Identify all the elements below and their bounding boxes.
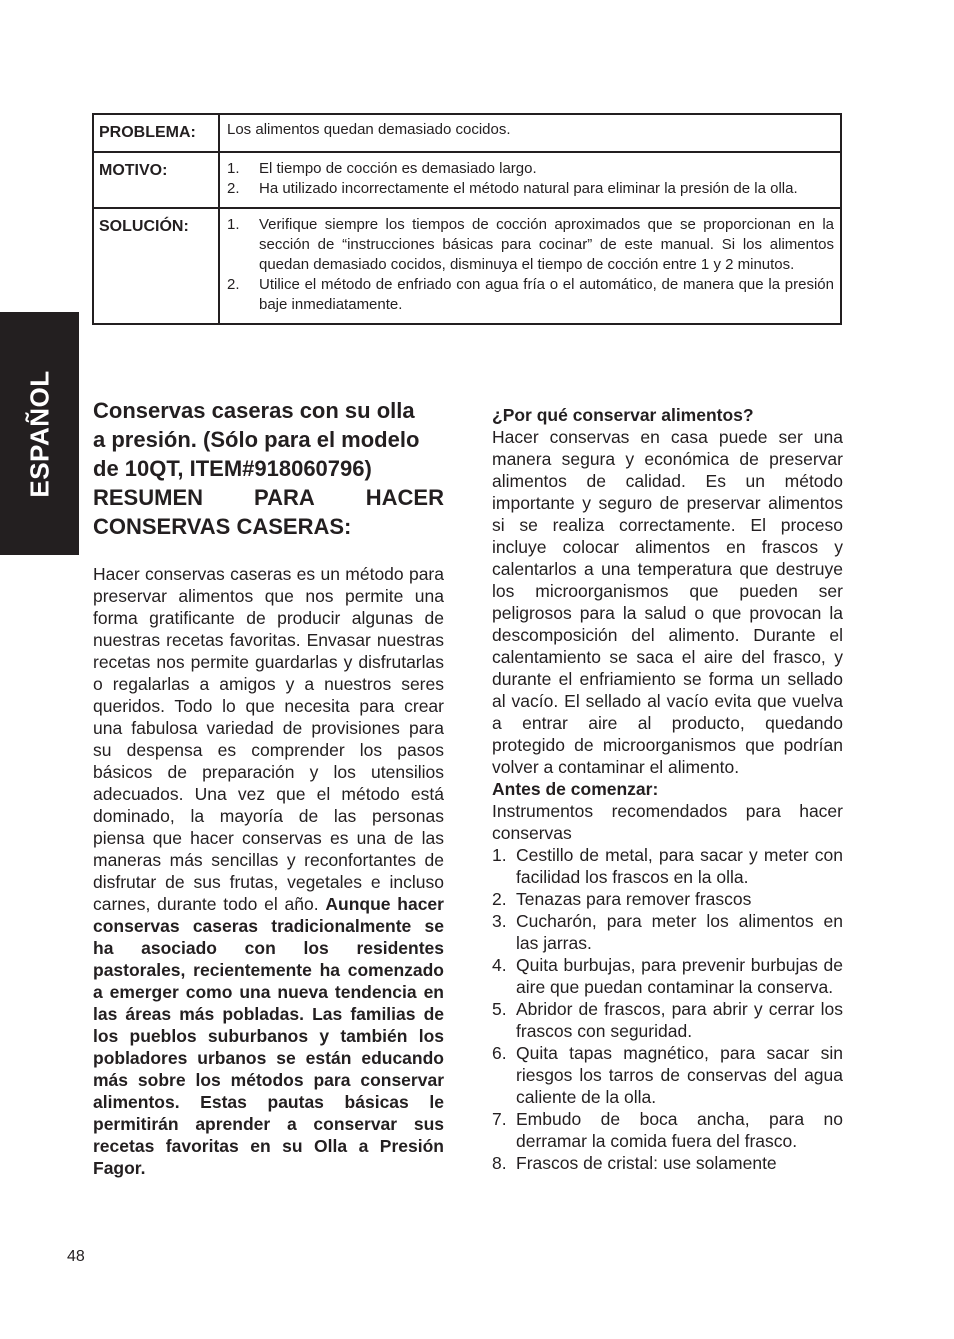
list-item-text: Tenazas para remover frascos bbox=[516, 889, 752, 909]
list-item bbox=[492, 998, 843, 1042]
intro-text: Hacer conservas caseras es un método para preservar alimentos que nos permite una forma gratificante de producir algunas de nuestras recetas favoritas. Envasar nuestras recetas nos permite guardarlas y disfrutarlas o regalarlas a amigos y a nuestros seres queridos. Todo lo que necesita para crear una fabulosa variedad de provisiones para su despensa es comprender los pasos básicos de preparación y los utensilios adecuados. Una vez que el método está dominado, la mayoría de las personas piensa que hacer conservas es una de las maneras más sencillas y reconfortantes de disfrutar de sus frutas, vegetales e incluso carnes, durante todo el año. bbox=[93, 564, 444, 914]
list-item-number: 6. bbox=[492, 1043, 507, 1063]
list-item-number: 2. bbox=[492, 889, 507, 909]
list-item bbox=[227, 179, 834, 199]
intro-bold-text: Aunque hacer conservas caseras tradicionalmente se ha asociado con los residentes pastorales, recientemente ha comenzado a emerger como una nueva tendencia en las áreas más pobladas. Las familias de los pueblos suburbanos y también los pobladores urbanos se están educando más sobre los métodos para conservar alimentos. Estas pautas básicas le permitirán aprender a conservar sus recetas favoritas en su Olla a Presión Fagor. bbox=[93, 894, 444, 1178]
reason-list bbox=[227, 159, 834, 199]
solution-label: SOLUCIÓN: bbox=[93, 208, 219, 324]
table-row-solution bbox=[93, 208, 841, 324]
page-number: 48 bbox=[67, 1248, 85, 1265]
solution-content bbox=[219, 208, 841, 324]
list-item bbox=[492, 1152, 843, 1174]
list-item-text: Quita tapas magnético, para sacar sin riesgos los tarros de conservas del agua caliente de la olla. bbox=[516, 1043, 843, 1107]
problem-text: Los alimentos quedan demasiado cocidos. bbox=[219, 114, 841, 152]
section-heading bbox=[93, 396, 444, 541]
language-tab-label: ESPAÑOL bbox=[24, 369, 54, 498]
list-item-text: Quita burbujas, para prevenir burbujas de aire que puedan contaminar la conserva. bbox=[516, 955, 843, 997]
list-item bbox=[492, 1108, 843, 1152]
list-item-number: 8. bbox=[492, 1153, 507, 1173]
heading-line: Conservas caseras con su olla bbox=[93, 398, 415, 423]
list-item bbox=[492, 910, 843, 954]
before-heading: Antes de comenzar: bbox=[492, 779, 659, 799]
solution-list bbox=[227, 215, 834, 315]
list-item bbox=[492, 954, 843, 998]
intro-paragraph bbox=[93, 563, 444, 1179]
heading-word: PARA bbox=[254, 485, 315, 510]
heading-line: a presión. (Sólo para el modelo bbox=[93, 427, 420, 452]
why-paragraph: Hacer conservas en casa puede ser una manera segura y económica de preservar alimentos de calidad. Es un método importante y seguro de preservar alimentos si se realiza correctamente. El proceso incluye colocar alimentos en frascos y calentarlos a una temperatura que destruye los microorganismos que pueden ser peligrosos para la salud o que provocan la descomposición del alimento. Durante el calentamiento se saca el aire del frasco, y durante el enfriamiento se forma un sellado al vacío. El sellado al vacío evita que vuelva a entrar aire al producto, quedando protegido de microorganismos que podrían volver a contaminar el alimento. bbox=[492, 427, 843, 777]
right-column bbox=[492, 404, 843, 1174]
list-item-text: Cestillo de metal, para sacar y meter con facilidad los frascos en la olla. bbox=[516, 845, 843, 887]
reason-content bbox=[219, 152, 841, 208]
list-item-text: Embudo de boca ancha, para no derramar la comida fuera del frasco. bbox=[516, 1109, 843, 1151]
list-item bbox=[227, 215, 834, 275]
list-item bbox=[492, 844, 843, 888]
language-side-tab bbox=[0, 312, 79, 555]
list-item-text: Ha utilizado incorrectamente el método natural para eliminar la presión de la olla. bbox=[259, 180, 798, 197]
list-item-text: Cucharón, para meter los alimentos en las jarras. bbox=[516, 911, 843, 953]
heading-line-justified bbox=[93, 483, 444, 512]
list-item-number: 2. bbox=[227, 180, 240, 197]
list-item bbox=[227, 275, 834, 315]
table-row-reason bbox=[93, 152, 841, 208]
list-item-text: Frascos de cristal: use solamente bbox=[516, 1153, 777, 1173]
why-heading: ¿Por qué conservar alimentos? bbox=[492, 405, 754, 425]
list-item-text: El tiempo de cocción es demasiado largo. bbox=[259, 160, 537, 177]
list-item-text: Abridor de frascos, para abrir y cerrar los frascos con seguridad. bbox=[516, 999, 843, 1041]
heading-word: RESUMEN bbox=[93, 485, 204, 510]
left-column bbox=[93, 396, 444, 1179]
troubleshooting-table bbox=[92, 113, 842, 325]
list-item bbox=[227, 159, 834, 179]
list-item-number: 1. bbox=[227, 160, 240, 177]
list-item-number: 1. bbox=[227, 216, 240, 233]
list-item-text: Verifique siempre los tiempos de cocción aproximados que se proporcionan en la sección de “instrucciones básicas para cocinar” de este manual. Si los alimentos quedan demasiado cocidos, disminuya el tiempo de cocción entre 1 y 2 minutos. bbox=[259, 216, 834, 273]
list-item-number: 1. bbox=[492, 845, 507, 865]
heading-line: CONSERVAS CASERAS: bbox=[93, 514, 352, 539]
heading-word: HACER bbox=[365, 485, 444, 510]
before-intro: Instrumentos recomendados para hacer conservas bbox=[492, 801, 843, 843]
list-item bbox=[492, 888, 843, 910]
list-item-number: 3. bbox=[492, 911, 507, 931]
problem-label: PROBLEMA: bbox=[93, 114, 219, 152]
list-item-number: 2. bbox=[227, 276, 240, 293]
heading-line: de 10QT, ITEM#918060796) bbox=[93, 456, 372, 481]
tools-list bbox=[492, 844, 843, 1174]
list-item-number: 5. bbox=[492, 999, 507, 1019]
table-row-problem bbox=[93, 114, 841, 152]
list-item-number: 4. bbox=[492, 955, 507, 975]
list-item-number: 7. bbox=[492, 1109, 507, 1129]
list-item bbox=[492, 1042, 843, 1108]
reason-label: MOTIVO: bbox=[93, 152, 219, 208]
list-item-text: Utilice el método de enfriado con agua fría o el automático, de manera que la presión baje inmediatamente. bbox=[259, 276, 834, 313]
